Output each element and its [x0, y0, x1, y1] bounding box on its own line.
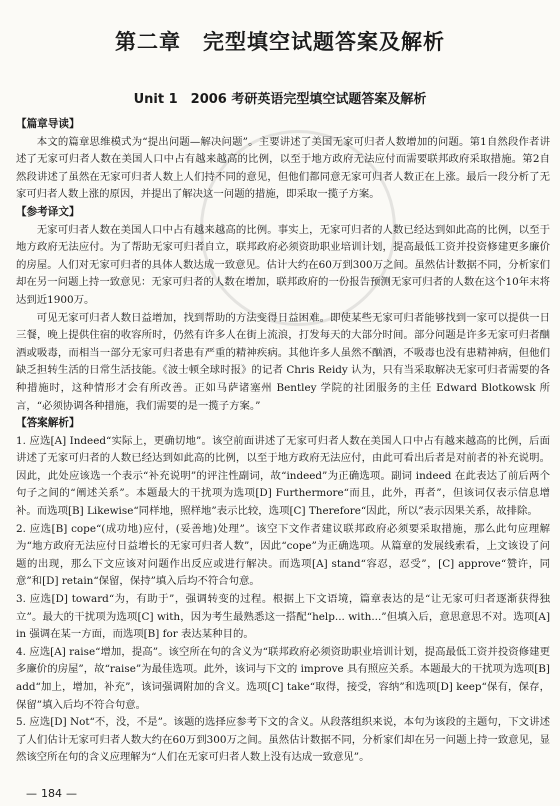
- answer-item: 1. 应选[A] Indeed“实际上，更确切地”。该空前面讲述了无家可归者人数在美国人口中占有越来越高的比例，后面讲述了无家可归者的人数已经达到如此高的比例，以至于地方政府无法应付，由此可看出后者是对前者的补充说明。因此，此处应该选一个表示“补充说明”的评注性副词，故“indeed”为正确选项。副词 indeed 在此表达了前后两个句子之间的“阐述关系”。本题最大的干扰项为选项[D] Furthermore“而且，此外，再者”，但该词仅表示信息增补。而选项[B] Likewise“同样地，照样地”表示比较，选项[C] Therefore“因此，所以”表示因果关系，故排除。: [16, 434, 550, 518]
- guide-heading: 【篇章导读】: [16, 118, 80, 130]
- page-number: 184: [41, 787, 62, 800]
- chapter-title: 第二章 完型填空试题答案及解析: [115, 30, 445, 54]
- content: [16, 116, 550, 767]
- answer-item: 5. 应选[D] Not“不，没，不是”。该题的选择应参考下文的含义。从段落组织来说，本句为该段的主题句，下文讲述了人们估计无家可归者人数大约在60万到300万之间。虽然估计数据不同，分析家们却在另一问题上持一致意见，显然该空所在句的含义应理解为“人们在无家可归者人数上没有达成一致意见”。: [16, 716, 550, 764]
- page-footer: — 184 —: [26, 787, 77, 800]
- guide-paragraph: 本文的篇章思维模式为“提出问题—解决问题”。主要讲述了美国无家可归者人数增加的问题。第1自然段作者讲述了无家可归者人数在美国人口中占有越来越高的比例，以至于地方政府无法应付而需要联邦政府采取措施。第2自然段讲述了虽然在无家可归者人数上人们持不同的意见，但他们都同意无家可归者人数正在上涨。最后一段分析了无家可归者人数上涨的原因，并提出了解决这一问题的措施，即采取一揽子方案。: [16, 135, 550, 201]
- answer-item: 2. 应选[B] cope“(成功地)应付，(妥善地)处理”。该空下文作者建议联邦政府必须要采取措施，那么此句应理解为“地方政府无法应付日益增长的无家可归者人数”，因此“cope”为正确选项。从篇章的发展线索看，上文该设了问题的出现，那么下文应该对问题作出反应或进行解决。而选项[A] stand“容忍，忍受”，[C] approve“赞许，同意”和[D] retain“保留，保持”填入后均不符合句意。: [16, 522, 550, 588]
- answer-item: 4. 应选[A] raise“增加，提高”。该空所在句的含义为“联邦政府必须资助职业培训计划，提高最低工资并投资修建更多廉价的房屋”，故“raise”为最佳选项。此外，该词与下文的 improve 具有照应关系。本题最大的干扰项为选项[B] add“加上，增加，补充”，该词强调附加的含义。选项[C] take“取得，接受，容纳”和选项[D] keep“保有，保存，保留”填入后均不符合句意。: [16, 645, 550, 711]
- translation-heading: 【参考译文】: [16, 205, 80, 218]
- translation-paragraph: 可见无家可归者人数日益增加，找到帮助的方法变得日益困难。即使某些无家可归者能够找到一家可以提供一日三餐，晚上提供住宿的收容所时，仍然有许多人在街上流浪，打发每天的大部分时间。部分问题是许多无家可归者酗酒或吸毒，而相当一部分无家可归者患有严重的精神疾病。其他许多人虽然不酗酒，不吸毒也没有患精神病，但他们缺乏担转生活的日常生活技能。《波士顿全球时报》的记者 Chris Reidy 认为，只有当采取解决无家可归者需要的各种措施时，这种情形才会有所改善。正如马萨诸塞州 Bentley 学院的社团服务的主任 Edward Blotkowsk 所言，“必须协调各种措施，我们需要的是一揽子方案。”: [16, 311, 550, 412]
- answer-item: 3. 应选[D] toward“为，有助于”，强调转变的过程。根据上下文语境，篇章表达的是“让无家可归者逐渐获得独立”。最大的干扰项为选项[C] with，因为考生最熟悉这一搭配“help... with...”但填入后，意思意思不对。选项[A] in 强调在某一方面，而选项[B] for 表达某种目的。: [16, 593, 550, 641]
- answers-heading: 【答案解析】: [16, 417, 80, 430]
- translation-paragraph: 无家可归者人数在美国人口中占有越来越高的比例。事实上，无家可归者的人数已经达到如此高的比例，以至于地方政府无法应付。为了帮助无家可归者自立，联邦政府必须资助职业培训计划，提高最低工资并投资修建更多廉价的房屋。人们对无家可归者的具体人数达成一致意见。估计大约在60万到300万之间。虽然估计数据不同，分析家们却在另一问题上持一致意见：无家可归者的人数在增加，联邦政府的一份报告预测无家可归者的人数在这个10年末将达到近1900万。: [16, 223, 550, 306]
- unit-title: Unit 1 2006 考研英语完型填空试题答案及解析: [133, 92, 427, 107]
